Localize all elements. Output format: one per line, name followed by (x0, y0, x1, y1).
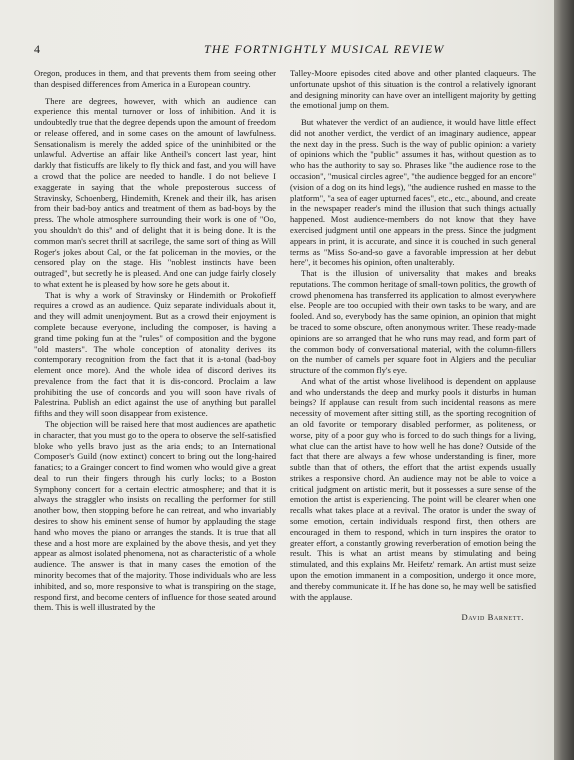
paragraph: And what of the artist whose livelihood is dependent on applause and who understands the deep and murky pools it disturbs in human beings? If applause can result from such incidental reasons as mere necessity of movement after sitting still, as the sporting recognition of an old favorite or temporary disabled performer, as politeness, or worse, pity of a poor guy who is forced to do such things for a living, what clue can the artist have to how well he has done? Outside of the fact that there are always a few whose understanding is finer, more subtle than that of others, the effort that the artist expends usually strikes a responsive chord. An audience may not be able to voice a critical judgment on artistic merit, but it possesses a sure sense of the emotion the artist is experiencing. The point will be clearer when one recalls what takes place at a revival. The orator is under the sway of some emotion, certain individuals respond first, then others are encouraged in them to respond, which in turn inspires the orator to greater effort, a constantly growing reverberation of emotion being the result. This is what an artist means by stimulating and being stimulated, and this explains Mr. Heifetz' remark. An artist must seize upon the emotion immanent in a composition, undergo it once more, and thereby communicate it. If he has done so, he may well be satisfied with the applause. (290, 375, 536, 602)
running-title: THE FORTNIGHTLY MUSICAL REVIEW (204, 42, 445, 56)
page-header (34, 42, 549, 58)
binding-shadow (554, 0, 574, 760)
author-signature: David Barnett. (461, 612, 524, 623)
paragraph: That is the illusion of universality that makes and breaks reputations. The common heritage of small-town politics, the growth of crowd phenomena has transferred its application to almost everywhere else. People are too occupied with their own tasks to be wary, and are fooled. And so, everybody has the same opinion, an opinion that might be traced to some obscure, often anonymous writer. These ready-made opinions are so arranged that he who runs may read, and form part of the common body of conversational material, with the column-fillers on the number of camels per square foot in Algiers and the peculiar structure of the common fly's eye. (290, 268, 536, 376)
right-column (290, 68, 536, 623)
paragraph: But whatever the verdict of an audience, it would have little effect did not another verdict, the verdict of an imaginary audience, appear the next day in the press. Such is the way of public opinion: a variety of opinions which the "public" assumes it has, without question as to who has the authority to say so. Phrases like "the audience rose to the occasion", "musical circles agree", "the audience begged for an encore" (vision of a dog on its hind legs), "the audience rushed en masse to the platform", "a sea of eager upturned faces", etc., etc., abound, and create in the newspaper reader's mind the illusion that such things actually happened. Most audience-members do not know that they have exercised judgment until one appears in the press. Since the judgment appears in print, it is accurate, and since it is couched in such general terms as "Miss So-and-so gave a favorable impression at her debut here", it becomes his opinion, often unalterably. (290, 117, 536, 268)
paragraph: Oregon, produces in them, and that prevents them from seeing other than despised differences from America in a European country. (34, 68, 276, 89)
paragraph: That is why a work of Stravinsky or Hindemith or Prokofieff requires a crowd as an audience. Quiz separate individuals about it, and they will admit unenjoyment. But as a crowd their enjoyment is complete because everyone, including the composer, is having a grand time poking fun at the "rules" of composition and the bygone "old masters". The whole conception of atonality derives its contemporary recognition from the fact that it is a-tonal (bad-boy element once more). And the whole idea of discord derives its prevalence from the fact that it is dis-concord. Proclaim a law prohibiting the use of concords and you will soon have rivals of Palestrina. Publish an edict against the use of anything but parallel fifths and they will soon disappear from existence. (34, 289, 276, 419)
left-column (34, 68, 276, 613)
paragraph: The objection will be raised here that most audiences are apathetic in character, that you must go to the opera to observe the self-satisfied bloke who yells bravo just as the aria ends; to an International Composer's Guild (now extinct) concert to bring out the long-haired fanatics; to a Grainger concert to find women who would give a great deal to run their fingers through his curly locks; to a Boston Symphony concert for a certain electric atmosphere; and that it is always the straggler who insists on recalling the performer for still another bow, then stopping before he can retreat, and who invariably desires to show his eminent sense of humor by applauding the stage hand who moves the piano or arranges the stands. It is true that all these and a host more are explained by the above thesis, and yet they appear as almost isolated phenomena, not as characteristic of a whole audience. The answer is that in many cases the emotion of the minority becomes that of the majority. Those individuals who are less inhibited, and so, more responsive to what is transpiring on the stage, respond first, and become centers of influence for those seated around them. This is well illustrated by the (34, 419, 276, 613)
paragraph: There are degrees, however, with which an audience can experience this mental turnover or loss of inhibition. And it is undoubtedly true that the degree depends upon the amount of freedom or release offered, and in some cases on the amount of lawfulness. Sensationalism is merely the added spice of the uninhibited or the unlawful. Advertise an affair like Antheil's concert last year, hint darkly that fisticuffs are likely to fly thick and fast, and you will have a crowd that the police are needed to handle. I do not believe I exaggerate in saying that the whole preposterous success of Stravinsky, Schoenberg, Hindemith, Krenek and their ilk, has arisen from their bad-boy antics and treatment of them as bad-boys by the press. The whole atmosphere surrounding their work is one of "Oo, you shouldn't do this" and of delight that it is being done. It is the common man's secret thrill at sacrilege, the same sort of thing as Will Roger's jokes about Cal, or the fat policeman in the movies, or the censored play on the stage. His "noblest instincts have been outraged", but secretly he is pleased. And one can judge fairly closely to what extent he is pleased by how sore he gets about it. (34, 95, 276, 289)
paragraph: Talley-Moore episodes cited above and other planted claqueurs. The unfortunate upshot of this situation is the control a relatively ignorant and designing minority can have over an intelligent majority by getting the emotional jump on them. (290, 68, 536, 111)
page-number: 4 (34, 42, 40, 56)
